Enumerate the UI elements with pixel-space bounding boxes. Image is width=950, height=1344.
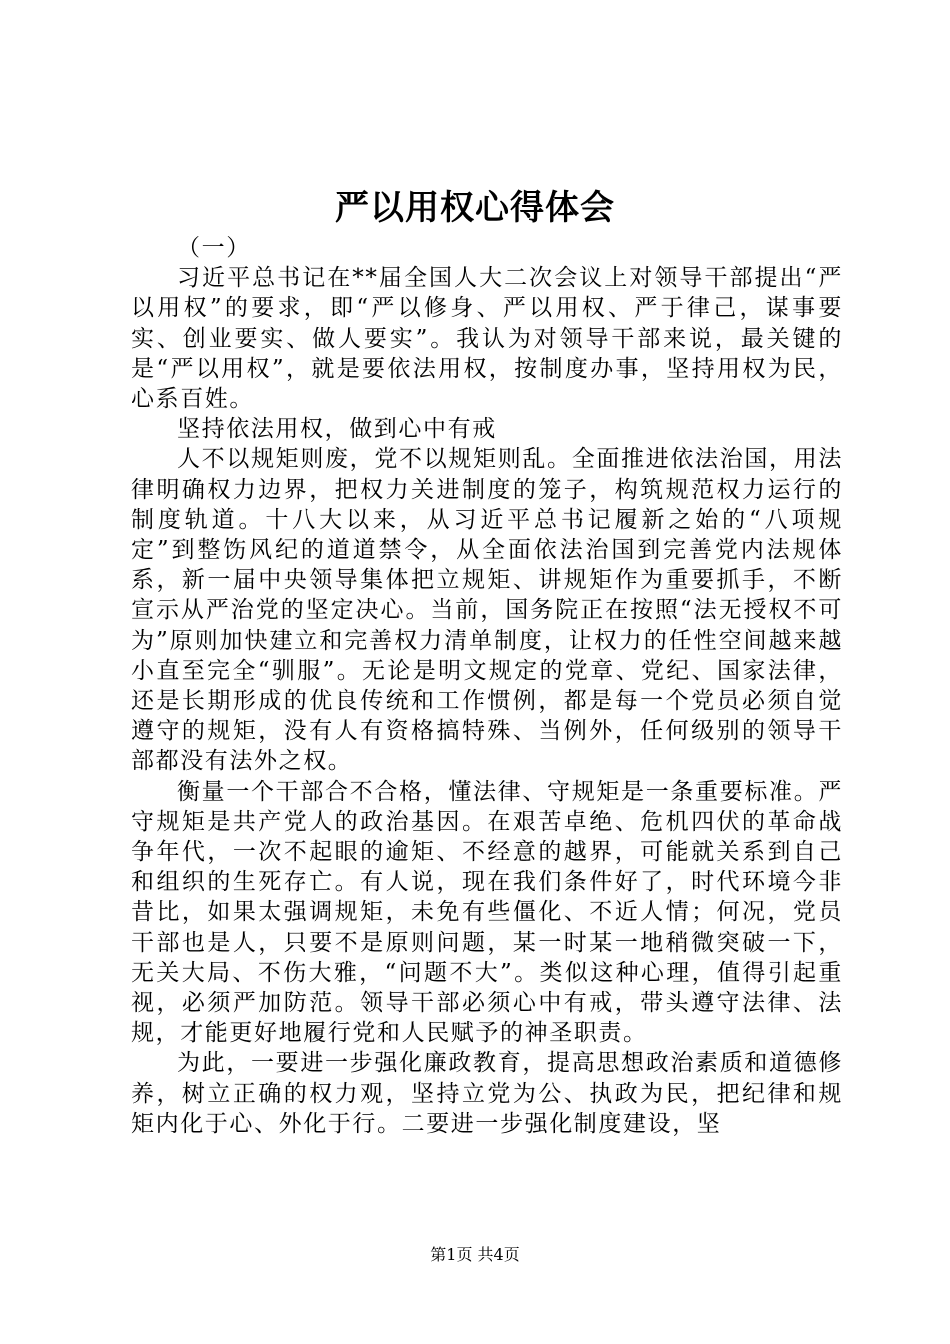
document-body: [131, 233, 843, 1139]
page-footer: 第1页 共4页: [430, 1245, 520, 1264]
paragraph: 人不以规矩则废，党不以规矩则乱。全面推进依法治国，用法律明确权力边界，把权力关进制度的笼子，构筑规范权力运行的制度轨道。十八大以来，从习近平总书记履新之始的“八项规定”到整饬风纪的道道禁令，从全面依法治国到完善党内法规体系，新一届中央领导集体把立规矩、讲规矩作为重要抓手，不断宣示从严治党的坚定决心。当前，国务院正在按照“法无授权不可为”原则加快建立和完善权力清单制度，让权力的任性空间越来越小直至完全“驯服”。无论是明文规定的党章、党纪、国家法律，还是长期形成的优良传统和工作惯例，都是每一个党员必须自觉遵守的规矩，没有人有资格搞特殊、当例外，任何级别的领导干部都没有法外之权。: [131, 446, 843, 775]
paragraph: 衡量一个干部合不合格，懂法律、守规矩是一条重要标准。严守规矩是共产党人的政治基因。在艰苦卓绝、危机四伏的革命战争年代，一次不起眼的逾矩、不经意的越界，可能就关系到自己和组织的生死存亡。有人说，现在我们条件好了，时代环境今非昔比，如果太强调规矩，未免有些僵化、不近人情；何况，党员干部也是人，只要不是原则问题，某一时某一地稍微突破一下，无关大局、不伤大雅，“问题不大”。类似这种心理，值得引起重视，必须严加防范。领导干部必须心中有戒，带头遵守法律、法规，才能更好地履行党和人民赋予的神圣职责。: [131, 778, 843, 1047]
section-number: （一）: [177, 235, 251, 261]
paragraph: 习近平总书记在**届全国人大二次会议上对领导干部提出“严以用权”的要求，即“严以修身、严以用权、严于律己，谋事要实、创业要实、做人要实”。我认为对领导干部来说，最关键的是“严以用权”，就是要依法用权，按制度办事，坚持用权为民，心系百姓。: [131, 265, 843, 413]
paragraph: 为此，一要进一步强化廉政教育，提高思想政治素质和道德修养，树立正确的权力观，坚持立党为公、执政为民，把纪律和规矩内化于心、外化于行。二要进一步强化制度建设，坚: [131, 1050, 843, 1137]
section-heading: 坚持依法用权，做到心中有戒: [177, 416, 497, 443]
document-title: 严以用权心得体会: [335, 188, 615, 228]
